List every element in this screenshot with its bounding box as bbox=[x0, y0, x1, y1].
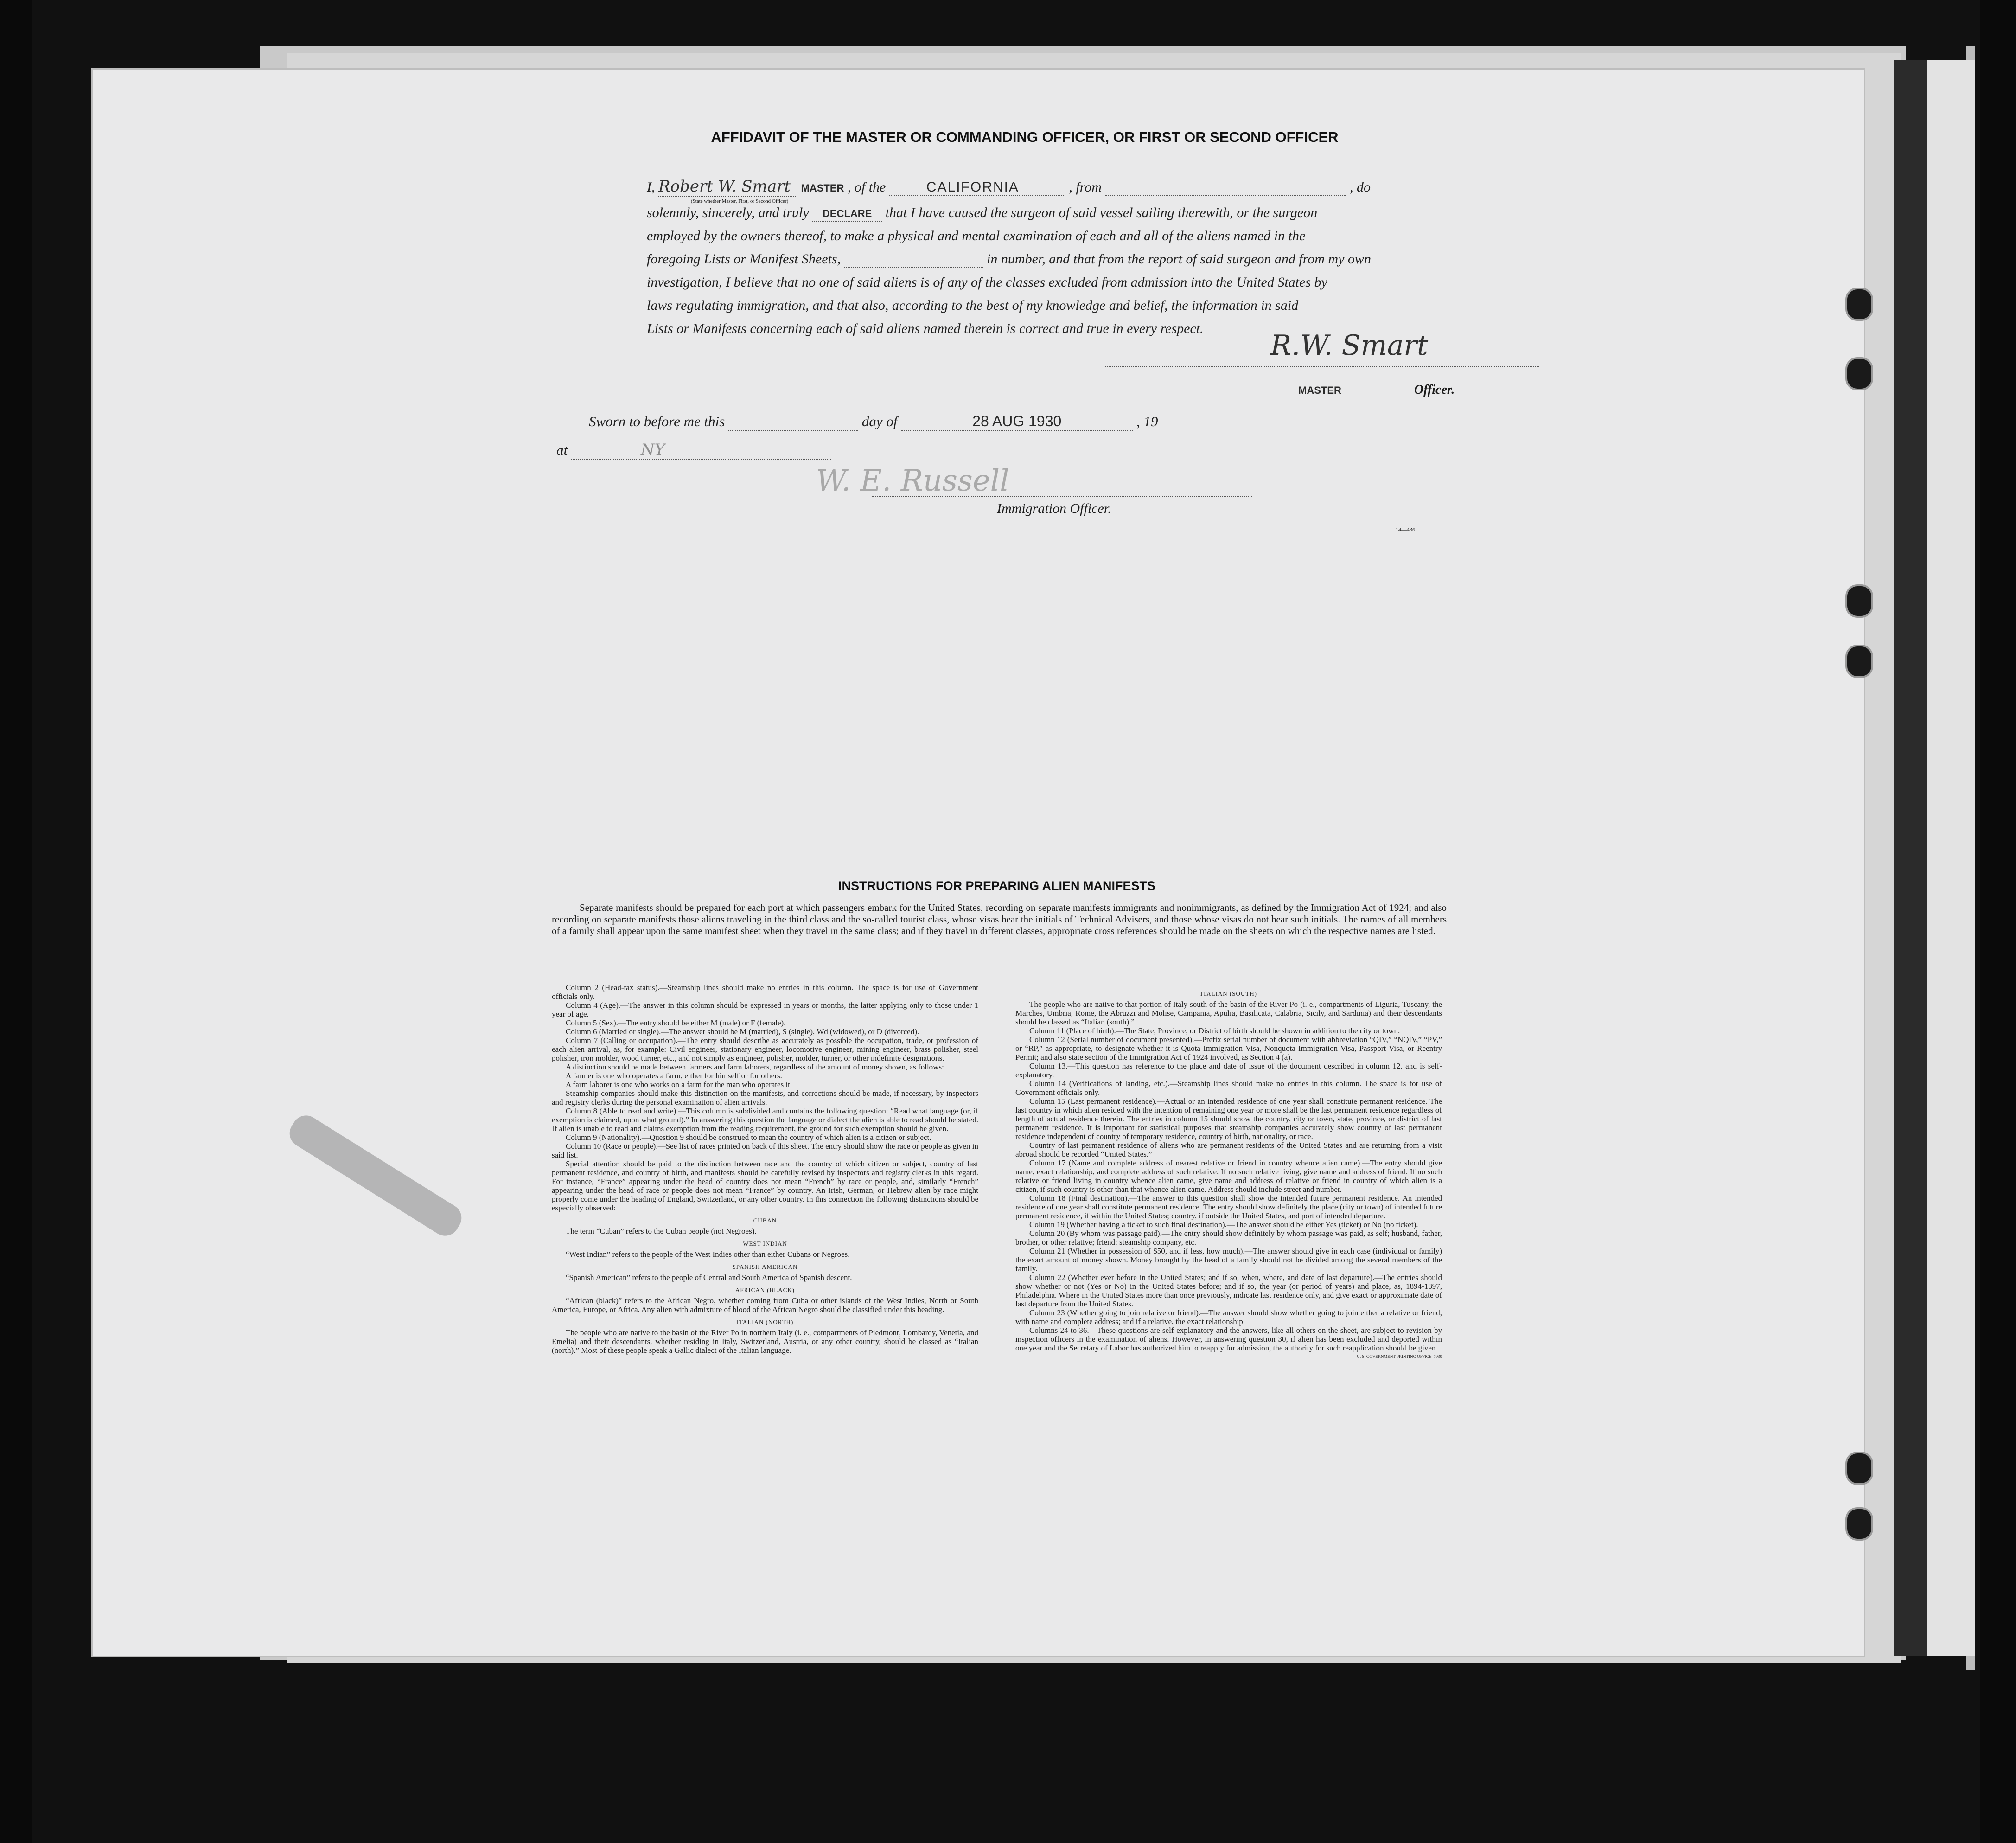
instruction-paragraph: Column 21 (Whether in possession of $50, and if less, how much).—The answer should give in each case (individual or family) the exact amount of money shown. Money brought by the head of a family should not be divided among the several members of the family. bbox=[1015, 1247, 1442, 1273]
sworn-line bbox=[589, 413, 1158, 431]
section-heading: AFRICAN (BLACK) bbox=[735, 1286, 795, 1293]
vessel-field bbox=[889, 179, 1065, 196]
master-name: Robert W. Smart bbox=[658, 177, 791, 196]
affidavit-line-4 bbox=[647, 251, 1371, 268]
scan-border-right bbox=[1980, 0, 2016, 1843]
ink-smudge bbox=[284, 1110, 466, 1241]
affidavit-text: solemnly, sincerely, and truly bbox=[647, 205, 809, 220]
signer-rank-stamp: MASTER bbox=[1298, 384, 1341, 396]
instruction-paragraph: Steamship companies should make this distinction on the manifests, and corrections should be made, if necessary, by inspectors and registry clerks during the personal examination of alien arrivals. bbox=[552, 1089, 978, 1107]
instruction-paragraph: Column 23 (Whether going to join relative or friend).—The answer should show whether going to join either a relative or friend, with name and complete address; and if a relative, the exact relationship. bbox=[1015, 1308, 1442, 1326]
instruction-paragraph: A farmer is one who operates a farm, either for himself or for others. bbox=[566, 1071, 782, 1080]
at-text: at bbox=[556, 442, 568, 458]
instruction-paragraph: Column 20 (By whom was passage paid).—The entry should show definitely by whom passage was paid, as self; husband, father, brother, or other relative; friend; steamship company, etc. bbox=[1015, 1229, 1442, 1247]
instruction-paragraph: Column 13.—This question has reference to the place and date of issue of the document described in column 12, and is self-explanatory. bbox=[1015, 1062, 1442, 1079]
rank-note: (State whether Master, First, or Second Officer) bbox=[691, 198, 789, 204]
signature-line bbox=[1104, 366, 1539, 367]
immigration-officer-signature: W. E. Russell bbox=[816, 464, 1009, 498]
form-number: 14—436 bbox=[1396, 526, 1415, 533]
instruction-paragraph: “West Indian” refers to the people of the West Indies other than either Cubans or Negroes. bbox=[566, 1250, 850, 1259]
punch-hole bbox=[1845, 357, 1873, 390]
instruction-paragraph: Column 14 (Verifications of landing, etc.).—Steamship lines should make no entries in this column. The space is for use of Government officials only. bbox=[1015, 1079, 1442, 1097]
affidavit-line-3: employed by the owners thereof, to make a physical and mental examination of each and all of the aliens named in the bbox=[647, 228, 1306, 243]
instruction-paragraph: Columns 24 to 36.—These questions are self-explanatory and the answers, like all others on the sheet, are subject to revision by inspection officers in the examination of aliens. However, in answering question 30, if alien has been excluded and deported within one year and the Secretary of Labor has authorized him to reapply for admission, the authority for such reapplication should be given. bbox=[1015, 1326, 1442, 1352]
master-signature: R.W. Smart bbox=[1270, 329, 1429, 362]
instructions-right-column bbox=[1015, 985, 1442, 1361]
instruction-paragraph: “African (black)” refers to the African Negro, whether coming from Cuba or other islands of the West Indies, North or South America, Europe, or Africa. Any alien with admixture of blood of the African Negro should be classified under this heading. bbox=[552, 1296, 978, 1314]
instruction-paragraph: Column 22 (Whether ever before in the United States; and if so, when, where, and date of last departure).—The entries should show whether or not (Yes or No) in the United States before; and if so, the year (or period of years) and place, as, 1894-1897, Philadelphia. Where in the United States more than once previously, indicate last residence only, and give exact or approximate date of last departure from the United States. bbox=[1015, 1273, 1442, 1308]
instructions-intro: Separate manifests should be prepared for each port at which passengers embark for the United States, recording on separate manifests immigrants and nonimmigrants, as defined by the Immigration Act of 1924; and also recording on separate manifests those aliens traveling in the third class and the so-called tourist class, whose visas bear the initials of Technical Advisers, and those whose visas do not bear such initials. The names of all members of a family shall appear upon the same manifest sheet when they travel in the same class; and if they travel in different classes, appropriate cross references should be made on the sheets on which the respective names are listed. bbox=[552, 902, 1447, 936]
instructions-title: INSTRUCTIONS FOR PREPARING ALIEN MANIFESTS bbox=[838, 879, 1156, 893]
section-heading: ITALIAN (NORTH) bbox=[736, 1318, 794, 1325]
instruction-paragraph: Column 18 (Final destination).—The answer to this question shall show the intended future permanent residence. An intended residence of one year shall constitute permanent residence. The entry should show definitely the place (city or town) of intended future permanent residence, if within the United States; country, if outside the United States, and port of intended departure. bbox=[1015, 1194, 1442, 1220]
affidavit-title: AFFIDAVIT OF THE MASTER OR COMMANDING OFFICER, OR FIRST OR SECOND OFFICER bbox=[711, 129, 1339, 145]
affidavit-line-6: laws regulating immigration, and that also, according to the best of my knowledge and belief, the information in said bbox=[647, 298, 1299, 313]
declare-stamp: DECLARE bbox=[823, 208, 872, 219]
binder-pages-edge bbox=[1924, 60, 1975, 1656]
affidavit-line-2 bbox=[647, 205, 1317, 222]
affidavit-word: , from bbox=[1069, 179, 1102, 195]
section-heading: ITALIAN (SOUTH) bbox=[1200, 990, 1257, 997]
rank-stamp: MASTER bbox=[801, 182, 844, 194]
instruction-paragraph: Column 12 (Serial number of document presented).—Prefix serial number of document with abbreviation “QIV,” “NQIV,” “PV,” or “RP,” as appropriate, to designate whether it is Quota Immigration Visa, Nonquota Immigration Visa, Passport Visa, or Reentry Permit; and also state section of the Immigration Act of 1924 involved, as Section 4 (a). bbox=[1015, 1035, 1442, 1062]
affidavit-text: that I have caused the surgeon of said vessel sailing therewith, or the surgeon bbox=[885, 205, 1318, 220]
punch-hole bbox=[1845, 288, 1873, 321]
at-line bbox=[556, 441, 831, 460]
section-heading: SPANISH AMERICAN bbox=[732, 1263, 798, 1270]
instruction-paragraph: The people who are native to that portion of Italy south of the basin of the River Po (i. e., compartments of Liguria, Tuscany, the Marches, Umbria, Rome, the Abruzzi and Molise, Campania, Apulia, Basilicata, Calabria, Sicily, and Sardinia) and their descendants should be classed as “Italian (south).” bbox=[1015, 1000, 1442, 1026]
section-heading: CUBAN bbox=[753, 1217, 777, 1224]
instruction-paragraph: Column 6 (Married or single).—The answer should be M (married), S (single), Wd (widowed), or D (divorced). bbox=[566, 1027, 919, 1036]
instruction-paragraph: “Spanish American” refers to the people of Central and South America of Spanish descent. bbox=[566, 1273, 852, 1282]
place-handwriting: NY bbox=[640, 441, 665, 459]
instruction-paragraph: Column 8 (Able to read and write).—This column is subdivided and contains the following question: “Read what language (or, if exemption is claimed, upon what ground).” In answering this question the language or dialect the alien is able to read should be stated. If alien is unable to read and claims exemption from the reading requirement, the ground for such exemption should be given. bbox=[552, 1107, 978, 1133]
affidavit-word: I, bbox=[647, 179, 655, 195]
instruction-paragraph: The term “Cuban” refers to the Cuban people (not Negroes). bbox=[566, 1227, 757, 1235]
affidavit-word: , of the bbox=[847, 179, 886, 195]
name-field bbox=[658, 177, 797, 197]
instruction-paragraph: Column 7 (Calling or occupation).—The entry should describe as accurately as possible the occupation, trade, or profession of each alien arrival, as, for example: Civil engineer, stationary engineer, locomotive engineer, mining engineer, brass polisher, steel polisher, iron molder, wood turner, etc., and not simply as engineer, polisher, molder, turner, or other indefinite designations. bbox=[552, 1036, 978, 1062]
affidavit-text: foregoing Lists or Manifest Sheets, bbox=[647, 251, 841, 267]
instruction-paragraph: Column 2 (Head-tax status).—Steamship lines should make no entries in this column. The space is for use of Government officials only. bbox=[552, 983, 978, 1001]
instructions-left-column bbox=[552, 983, 978, 1355]
place-field bbox=[571, 441, 831, 460]
instruction-paragraph: Column 11 (Place of birth).—The State, Province, or District of birth should be shown in addition to the city or town. bbox=[1029, 1026, 1400, 1035]
instruction-paragraph: Column 5 (Sex).—The entry should be either M (male) or F (female). bbox=[566, 1018, 786, 1027]
punch-hole bbox=[1845, 584, 1873, 618]
punch-hole bbox=[1845, 1452, 1873, 1485]
printer-imprint: U. S. GOVERNMENT PRINTING OFFICE: 1930 bbox=[1357, 1354, 1442, 1359]
instruction-paragraph: Column 10 (Race or people).—See list of races printed on back of this sheet. The entry should show the race or people as given in said list. bbox=[552, 1142, 978, 1159]
from-field bbox=[1105, 179, 1346, 196]
sworn-day-field bbox=[728, 413, 858, 431]
sheet-count-field bbox=[844, 251, 983, 268]
sworn-date-field bbox=[901, 413, 1133, 431]
immigration-officer-label: Immigration Officer. bbox=[997, 501, 1111, 516]
instruction-paragraph: Country of last permanent residence of aliens who are permanent residents of the United States and are returning from a visit abroad should be recorded “United States.” bbox=[1015, 1141, 1442, 1158]
punch-hole bbox=[1845, 1507, 1873, 1541]
officer-label: Officer. bbox=[1414, 383, 1455, 397]
instruction-paragraph: Column 19 (Whether having a ticket to such final destination).—The answer should be either Yes (ticket) or No (no ticket). bbox=[1029, 1220, 1418, 1229]
section-heading: WEST INDIAN bbox=[743, 1240, 787, 1247]
punch-hole bbox=[1845, 645, 1873, 678]
affidavit-line-5: investigation, I believe that no one of said aliens is of any of the classes excluded from admission into the United States by bbox=[647, 275, 1327, 290]
instruction-paragraph: Column 17 (Name and complete address of nearest relative or friend in country whence alien came).—The entry should give name, exact relationship, and complete address of such relative. If no such relative living, give name and address of friend. If no such relative or friend living in country whence alien came, give name and address of relative or friend in country of which alien is a citizen, if such country is other than that whence alien came. Address should include street and number. bbox=[1015, 1158, 1442, 1194]
instruction-paragraph: Special attention should be paid to the distinction between race and the country of which citizen or subject, country of last permanent residence, and country of birth, and manifests should be carefully revised by inspectors and registry clerks in this regard. For instance, “France” appearing under the head of country does not mean “French” by race or people, and, similarly “French” appearing under the head of race or people does not mean “France” by country. An Irish, German, or Hebrew alien by race might properly come under the heading of England, Switzerland, or any other country. In this connection the following distinctions should be especially observed: bbox=[552, 1159, 978, 1212]
vessel-name: CALIFORNIA bbox=[926, 179, 1019, 195]
instruction-paragraph: Column 4 (Age).—The answer in this column should be expressed in years or months, the latter applying only to those under 1 year of age. bbox=[552, 1001, 978, 1018]
instruction-paragraph: The people who are native to the basin of the River Po in northern Italy (i. e., compartments of Piedmont, Lombardy, Venetia, and Emelia) and their descendants, whether residing in Italy, Switzerland, Austria, or any other country, should be classed as “Italian (north).” Most of these people speak a Gallic dialect of the Italian language. bbox=[552, 1328, 978, 1355]
affidavit-word: , do bbox=[1349, 179, 1371, 195]
sworn-text: Sworn to before me this bbox=[589, 413, 725, 429]
date-stamp: 28 AUG 1930 bbox=[972, 413, 1062, 429]
affidavit-line-1 bbox=[647, 177, 1371, 197]
affidavit-line-7: Lists or Manifests concerning each of said aliens named therein is correct and true in every respect. bbox=[647, 321, 1204, 336]
year-text: , 19 bbox=[1136, 413, 1158, 429]
declare-field bbox=[812, 205, 882, 222]
manifest-page bbox=[93, 70, 1864, 1656]
affidavit-text: in number, and that from the report of said surgeon and from my own bbox=[987, 251, 1371, 267]
instruction-paragraph: A farm laborer is one who works on a farm for the man who operates it. bbox=[566, 1080, 792, 1089]
officer-signature-line bbox=[872, 496, 1252, 497]
day-of-text: day of bbox=[861, 413, 898, 429]
scan-border-left bbox=[0, 0, 32, 1843]
binder-spine bbox=[1894, 60, 1927, 1656]
instruction-paragraph: A distinction should be made between farmers and farm laborers, regardless of the amount of money shown, as follows: bbox=[566, 1062, 944, 1071]
instruction-paragraph: Column 15 (Last permanent residence).—Actual or an intended residence of one year shall constitute permanent residence. The last country in which alien resided with the intention of remaining one year or more shall be the last permanent residence regardless of length of actual residence therein. The entries in column 15 should show the country, city or town, state, province, or district of last permanent residence. It is important for statistical purposes that steamship companies accurately show country of last permanent residence independent of country of temporary residence, country of birth, nationality, or race. bbox=[1015, 1097, 1442, 1141]
signer-rank-line bbox=[1266, 383, 1544, 397]
instruction-paragraph: Column 9 (Nationality).—Question 9 should be construed to mean the country of which alien is a citizen or subject. bbox=[566, 1133, 931, 1142]
